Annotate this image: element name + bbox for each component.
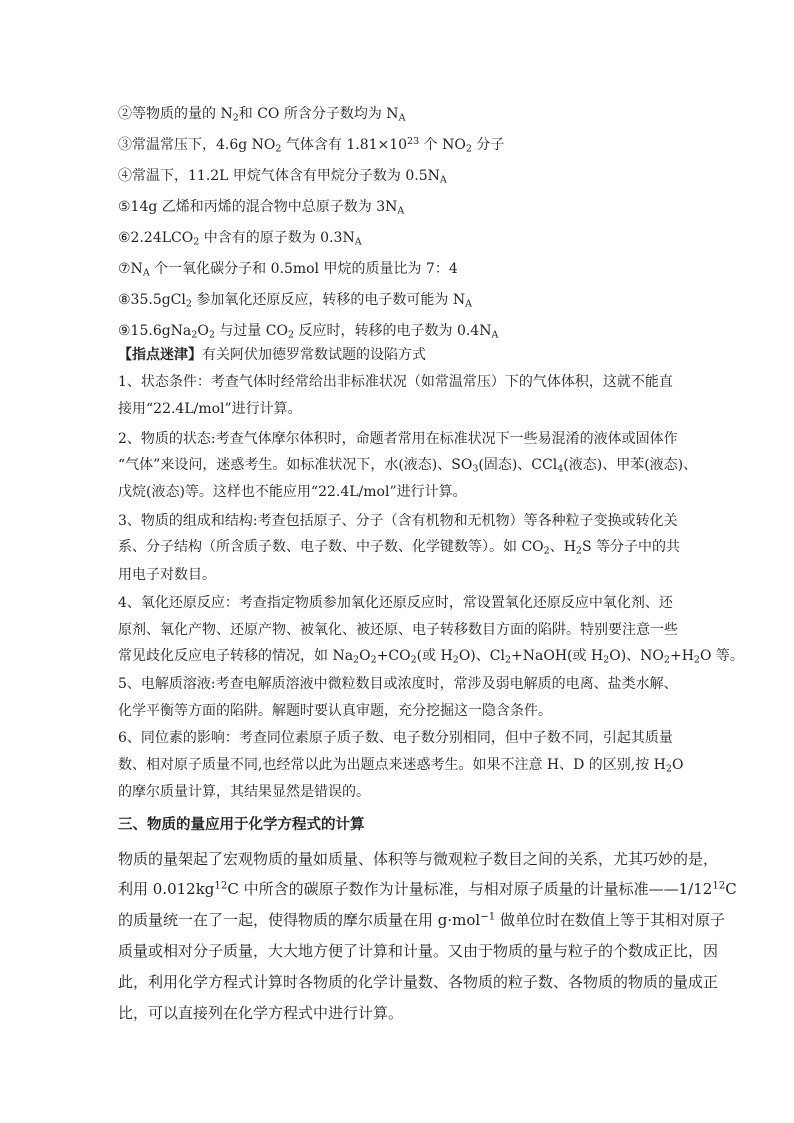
point-5-line-1: 5、电解质溶液:考查电解质溶液中微粒数目或浓度时，常涉及弱电解质的电离、盐类水解、 (118, 676, 678, 692)
subscript: 2 (663, 654, 670, 666)
subscript: A (142, 267, 150, 279)
subscript: 2 (543, 545, 550, 557)
subscript: A (439, 174, 447, 186)
point-6-line-2: 数、相对原子质量不同,也经常以此为出题点来迷惑考生。如果不注意 H、D 的区别,按 $H_2O$ (118, 757, 684, 775)
subscript: 2 (603, 654, 610, 666)
point-2-line-2: “气体”来设问，迷惑考生。如标准状况下，水(液态)、$SO_3$(固态)、CCl$_4$(液态)、甲苯(液态)、 (118, 457, 698, 475)
subscript: A (398, 112, 406, 124)
statement-2: ②等物质的量的 $N_2$和 CO 所含分子数均为 $N_A$ (118, 106, 406, 124)
subscript: 2 (185, 298, 192, 310)
bold-text: 【指点迷津】 (118, 347, 202, 363)
bold-text: 三、物质的量应用于化学方程式的计算 (118, 816, 365, 833)
point-2-line-3: 戊烷(液态)等。这样也不能应用“22.4L/mol”进行计算。 (118, 484, 467, 500)
subscript: 2 (504, 654, 512, 666)
point-3-line-1: 3、物质的组成和结构:考查包括原子、分子（含有机物和无机物）等各种粒子变换或转化关 (118, 513, 678, 529)
subscript: 2 (410, 654, 417, 666)
subscript: 2 (665, 763, 672, 775)
point-1-line-2: 接用“22.4L/mol”进行计算。 (118, 401, 302, 417)
superscript: 12 (214, 880, 228, 892)
subscript: A (354, 236, 362, 248)
statement-6: $⑥2.24LCO_2$ 中含有的原子数为 $0.3N_A$ (118, 230, 362, 248)
point-1-line-1: 1、状态条件：考查气体时经常给出非标准状况（如常温常压）下的气体体积，这就不能直 (118, 374, 673, 390)
subscript: A (397, 205, 405, 217)
statement-4: ④常温下，11.2L 甲烷气体含有甲烷分子数为 $0.5N_A$ (118, 168, 447, 186)
subscript: 2 (275, 143, 282, 155)
statement-3: ③常温常压下，4.6g $NO_2$ 气体含有 $1.81\times 10^{23}$ 个 $NO_2$ 分子 (118, 135, 505, 155)
point-4-line-2: 原剂、氧化产物、还原产物、被氧化、被还原、电子转移数目方面的陷阱。特别要注意一些 (118, 622, 678, 638)
paragraph-line-3: 的质量统一在了一起，使得物质的摩尔质量在用 g·mol$^{-1}$ 做单位时在数值上等于其相对原子 (118, 911, 726, 929)
point-5-line-2: 化学平衡等方面的陷阱。解题时要认真审题，充分挖掘这一隐含条件。 (118, 703, 552, 719)
section-title (118, 816, 365, 834)
point-4-line-1: 4、氧化还原反应：考查指定物质参加氧化还原反应时，常设置氧化还原反应中氧化剂、还 (118, 595, 673, 611)
statement-8: ⑧35.5gCl$_2$ 参加氧化还原反应，转移的电子数可能为 $N_A$ (118, 292, 472, 310)
point-3-line-2: 系、分子结构（所含质子数、电子数、中子数、化学键数等）。如 $CO_2$、$H_2S$ 等分子中的共 (118, 539, 681, 557)
tip-heading: 【指点迷津】有关阿伏加德罗常数试题的设陷方式 (118, 347, 426, 363)
subscript: A (491, 329, 499, 341)
superscript: 12 (712, 880, 726, 892)
subscript: 2 (370, 654, 377, 666)
paragraph-line-4: 质量或相对分子质量，大大地方便了计算和计量。又由于物质的量与粒子的个数成正比，因 (118, 942, 719, 960)
subscript: 2 (575, 545, 582, 557)
paragraph-line-2: 利用 $0.012kg^{12}C$ 中所含的碳原子数作为计量标准，与相对原子质量的计量标准$——1/12^{12}C$ (118, 880, 737, 898)
point-3-line-3: 用电子对数目。 (118, 567, 216, 583)
point-6-line-3: 的摩尔质量计算，其结果显然是错误的。 (118, 784, 370, 800)
subscript: 2 (208, 329, 215, 341)
paragraph-line-1: 物质的量架起了宏观物质的量如质量、体积等与微观粒子数目之间的关系，尤其巧妙的是， (118, 850, 719, 868)
point-2-line-1: 2、物质的状态:考查气体摩尔体积时，命题者常用在标准状况下一些易混淆的液体或固体作 (118, 431, 678, 447)
paragraph-line-6: 比，可以直接列在化学方程式中进行计算。 (118, 1004, 404, 1022)
paragraph-line-5: 此，利用化学方程式计算时各物质的化学计量数、各物质的粒子数、各物质的物质的量成正 (118, 973, 719, 991)
subscript: 2 (465, 143, 472, 155)
statement-5: ⑤14g 乙烯和丙烯的混合物中总原子数为 $3N_A$ (118, 199, 405, 217)
superscript: 23 (407, 135, 420, 147)
subscript: 2 (452, 654, 459, 666)
subscript: 2 (191, 329, 198, 341)
subscript: 2 (287, 329, 295, 341)
subscript: 2 (193, 236, 200, 248)
subscript: 2 (693, 654, 700, 666)
subscript: 2 (232, 112, 239, 124)
point-6-line-1: 6、同位素的影响：考查同位素原子质子数、电子数分别相同，但中子数不同，引起其质量 (118, 730, 673, 746)
subscript: 4 (557, 463, 564, 475)
point-4-line-3: 常见歧化反应电子转移的情况，如 $Na_2O_2+CO_2$(或 $H_2O$)、$Cl_2+NaOH$(或 $H_2O$)、$NO_2+H_2O$ 等。 (118, 648, 744, 666)
subscript: A (465, 298, 472, 310)
statement-7: $⑦N_A$ 个一氧化碳分子和 0.5mol 甲烷的质量比为 7：4 (118, 261, 458, 279)
superscript: −1 (480, 911, 496, 923)
subscript: 2 (353, 654, 360, 666)
subscript: 3 (472, 463, 479, 475)
statement-9: $⑨15.6gNa_2O_2$ 与过量 $CO_2$ 反应时，转移的电子数为 $0.4N_A$ (118, 323, 499, 341)
